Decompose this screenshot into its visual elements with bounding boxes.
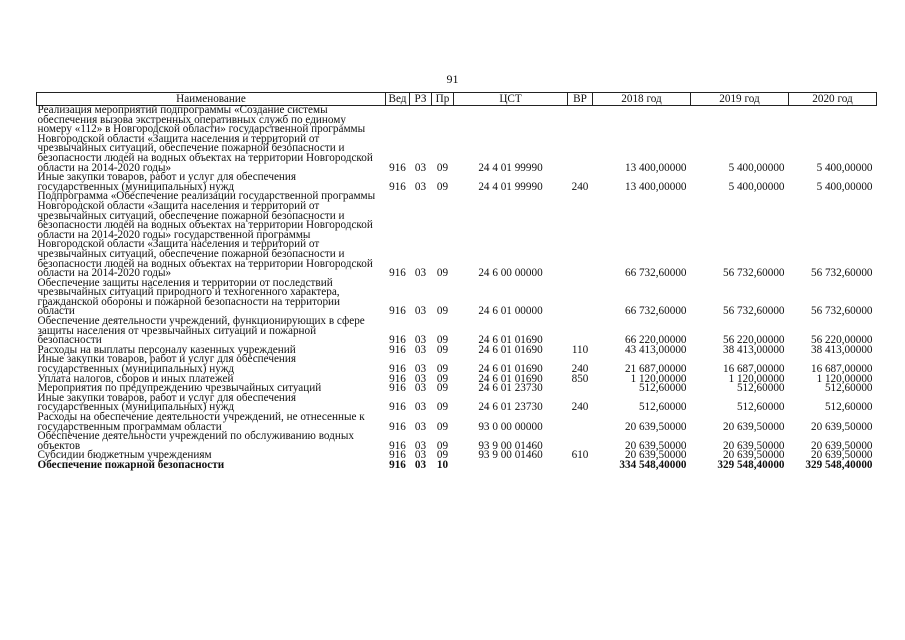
cell-2018: 43 413,00000	[624, 343, 687, 356]
cell-rz: 03	[414, 458, 427, 471]
cell-2018: 66 732,60000	[624, 267, 687, 280]
cell-cst: 93 9 00 01460	[478, 449, 543, 462]
cell-ved: 916	[389, 343, 406, 356]
cell-name: Уплата налогов, сборов и иных платежей	[37, 372, 234, 385]
cell-rz: 03	[414, 439, 427, 452]
cell-2019: 56 732,60000	[722, 305, 785, 318]
cell-ved: 916	[389, 401, 406, 414]
cell-2020: 5 400,00000	[816, 161, 873, 174]
header-name: Наименование	[37, 93, 386, 106]
cell-vr: 610	[571, 449, 589, 462]
cell-ved: 916	[389, 382, 406, 395]
page-number: 91	[446, 72, 459, 86]
cell-vr: 850	[571, 372, 589, 385]
cell-2020: 512,60000	[824, 401, 873, 414]
header-cst: ЦСТ	[454, 93, 568, 106]
cell-pr: 09	[436, 449, 449, 462]
cell-2020: 38 413,00000	[810, 343, 873, 356]
cell-name: Обеспечение защиты населения и территории от последствий чрезвычайных ситуаций природного и техногенного характера, гражданской обороны и пожарной безопасности на территории области	[37, 276, 341, 318]
cell-name: Иные закупки товаров, работ и услуг для обеспечения государственных (муниципальных) нужд	[37, 171, 297, 193]
cell-cst: 24 6 00 00000	[478, 267, 543, 280]
cell-rz: 03	[414, 420, 427, 433]
cell-2018: 66 732,60000	[624, 305, 687, 318]
cell-name: Иные закупки товаров, работ и услуг для обеспечения государственных (муниципальных) нужд	[37, 391, 297, 414]
cell-cst: 93 0 00 00000	[478, 420, 543, 433]
cell-cst: 24 6 01 01690	[478, 343, 543, 356]
cell-2019: 5 400,00000	[728, 180, 785, 193]
cell-cst: 24 6 01 23730	[478, 401, 543, 414]
cell-pr: 09	[436, 161, 449, 174]
table-row	[37, 279, 877, 317]
cell-name: Расходы на выплаты персоналу казенных учреждений	[37, 343, 296, 356]
cell-vr: 240	[571, 401, 589, 414]
cell-2018: 1 120,00000	[630, 372, 687, 385]
cell-2018: 13 400,00000	[624, 161, 687, 174]
cell-2020: 20 639,50000	[810, 449, 873, 462]
cell-rz: 03	[414, 382, 427, 395]
cell-rz: 03	[414, 363, 427, 376]
cell-vr	[568, 413, 593, 432]
cell-pr: 09	[436, 334, 449, 347]
header-2019: 2019 год	[691, 93, 789, 106]
cell-pr: 09	[436, 420, 449, 433]
cell-name: Реализация мероприятий подпрограммы «Создание системы обеспечения вызова экстренных оперативных служб по единому номеру «112» в Новгородской области» государственной программы Новгородской области «Защита населения и территорий от чрезвычайных ситуаций, обеспечение пожарной безопасности и безопасности людей на водных объектах на территории Новгородской области на 2014-2020 годы»	[37, 104, 373, 174]
cell-rz: 03	[414, 372, 427, 385]
cell-vr	[568, 279, 593, 317]
budget-table	[36, 92, 877, 471]
cell-2019: 1 120,00000	[728, 372, 785, 385]
cell-2019: 20 639,50000	[722, 439, 785, 452]
cell-ved: 916	[389, 439, 406, 452]
cell-ved: 916	[389, 449, 406, 462]
cell-pr: 09	[436, 401, 449, 414]
cell-name: Обеспечение деятельности учреждений по обслуживанию водных объектов	[37, 430, 354, 452]
cell-2019: 329 548,40000	[717, 458, 785, 471]
table-row	[37, 461, 877, 471]
cell-vr	[568, 317, 593, 346]
cell-2018: 66 220,00000	[624, 334, 687, 347]
cell-pr: 09	[436, 267, 449, 280]
cell-name: Обеспечение деятельности учреждений, функционирующих в сфере защиты населения от чрезвычайных ситуаций и пожарной безопасности	[37, 315, 365, 347]
cell-cst: 24 6 01 01690	[478, 372, 543, 385]
cell-ved: 916	[389, 180, 406, 193]
cell-rz: 03	[414, 180, 427, 193]
cell-2019: 38 413,00000	[722, 343, 785, 356]
table-row	[37, 317, 877, 346]
cell-2018: 20 639,50000	[624, 449, 687, 462]
cell-2019: 20 639,50000	[722, 449, 785, 462]
cell-2018: 21 687,00000	[624, 363, 687, 376]
cell-rz: 03	[414, 161, 427, 174]
cell-pr: 09	[436, 363, 449, 376]
cell-2019: 16 687,00000	[722, 363, 785, 376]
cell-2020: 56 732,60000	[810, 305, 873, 318]
cell-vr	[568, 106, 593, 174]
cell-cst: 24 6 01 01690	[478, 334, 543, 347]
cell-2019: 5 400,00000	[728, 161, 785, 174]
header-2018: 2018 год	[593, 93, 691, 106]
cell-cst: 24 4 01 99990	[478, 180, 543, 193]
cell-vr: 110	[571, 343, 589, 356]
cell-pr: 09	[436, 439, 449, 452]
cell-pr: 10	[436, 458, 449, 471]
cell-2020: 329 548,40000	[805, 458, 873, 471]
cell-2019: 56 732,60000	[722, 267, 785, 280]
cell-rz: 03	[414, 343, 427, 356]
cell-pr: 09	[436, 382, 449, 395]
cell-name: Подпрограмма «Обеспечение реализации государственной программы Новгородской области «Защита населения и территорий от чрезвычайных ситуаций, обеспечение пожарной безопасности и безопасности людей на водных объектах на территории Новгородской области на 2014-2020 годы» государственной программы Новгородской области «Защита населения и территорий от чрезвычайных ситуаций, обеспечение пожарной безопасности и безопасности людей на водных объектах на территории Новгородской области на 2014-2020 годы»	[37, 190, 376, 280]
cell-2020: 56 732,60000	[810, 267, 873, 280]
header-rz: РЗ	[410, 93, 432, 106]
header-vr: ВР	[568, 93, 593, 106]
cell-2020: 512,60000	[824, 382, 873, 395]
cell-2018: 334 548,40000	[619, 458, 687, 471]
cell-cst: 24 6 01 23730	[478, 382, 543, 395]
cell-cst: 24 6 01 00000	[478, 305, 543, 318]
cell-ved: 916	[389, 363, 406, 376]
cell-2020: 5 400,00000	[816, 180, 873, 193]
cell-pr: 09	[436, 305, 449, 318]
table-row	[37, 192, 877, 278]
cell-2018: 512,60000	[638, 401, 687, 414]
cell-2018: 20 639,50000	[624, 420, 687, 433]
cell-ved: 916	[389, 372, 406, 385]
cell-name: Иные закупки товаров, работ и услуг для обеспечения государственных (муниципальных) нужд	[37, 353, 297, 376]
cell-pr: 09	[436, 343, 449, 356]
cell-name: Субсидии бюджетным учреждениям	[37, 449, 212, 462]
cell-2020: 1 120,00000	[816, 372, 873, 385]
cell-2020: 16 687,00000	[810, 363, 873, 376]
cell-cst	[454, 461, 568, 471]
cell-cst: 24 4 01 99990	[478, 161, 543, 174]
header-2020: 2020 год	[789, 93, 877, 106]
cell-name: Мероприятия по предупреждению чрезвычайных ситуаций	[37, 382, 322, 395]
cell-2019: 512,60000	[736, 382, 785, 395]
table-body	[37, 106, 877, 471]
cell-pr: 09	[436, 372, 449, 385]
cell-2020: 56 220,00000	[810, 334, 873, 347]
cell-name: Обеспечение пожарной безопасности	[37, 458, 225, 471]
cell-rz: 03	[414, 334, 427, 347]
cell-2019: 512,60000	[736, 401, 785, 414]
cell-vr: 240	[571, 363, 589, 376]
cell-vr	[568, 384, 593, 394]
cell-2018: 512,60000	[638, 382, 687, 395]
cell-vr	[568, 192, 593, 278]
cell-rz: 03	[414, 449, 427, 462]
table-row	[37, 355, 877, 374]
cell-rz: 03	[414, 401, 427, 414]
cell-name: Расходы на обеспечение деятельности учреждений, не отнесенные к государственным программам области	[37, 411, 365, 433]
cell-pr: 09	[436, 180, 449, 193]
cell-ved: 916	[389, 334, 406, 347]
header-pr: Пр	[432, 93, 454, 106]
cell-2018: 20 639,50000	[624, 439, 687, 452]
cell-ved: 916	[389, 458, 406, 471]
header-ved: Вед	[386, 93, 410, 106]
cell-rz: 03	[414, 267, 427, 280]
cell-2018: 13 400,00000	[624, 180, 687, 193]
cell-vr	[568, 461, 593, 471]
cell-rz: 03	[414, 305, 427, 318]
table-row	[37, 106, 877, 174]
cell-2019: 56 220,00000	[722, 334, 785, 347]
cell-ved: 916	[389, 161, 406, 174]
cell-cst: 24 6 01 01690	[478, 363, 543, 376]
cell-ved: 916	[389, 305, 406, 318]
cell-2020: 20 639,50000	[810, 439, 873, 452]
cell-cst: 93 9 00 01460	[478, 439, 543, 452]
cell-vr: 240	[571, 180, 589, 193]
cell-2019: 20 639,50000	[722, 420, 785, 433]
cell-ved: 916	[389, 420, 406, 433]
cell-2020: 20 639,50000	[810, 420, 873, 433]
cell-ved: 916	[389, 267, 406, 280]
